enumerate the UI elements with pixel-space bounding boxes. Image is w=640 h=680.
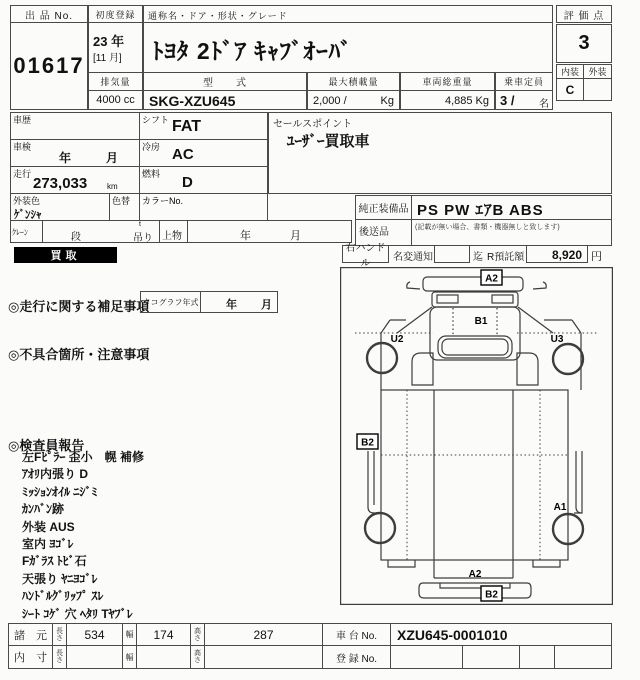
damage-label-right-rear: A1 [553,502,567,513]
capacity-value: 3 / [500,93,515,108]
inner-length-label: 長さ [52,645,67,669]
registration-no-label: 登 録 No. [322,645,391,669]
fuel-label: 燃料 [142,169,161,179]
sales-point-text: ﾕｰｻﾞｰ買取車 [287,133,370,150]
tachograph-year: 年 [226,299,237,311]
inspector-item: 室内 ﾖｺﾞﾚ [22,537,74,552]
mileage-value: 273,033 [33,175,88,192]
inspector-item: 天張り ﾔﾆﾖｺﾞﾚ [22,571,98,586]
interior-grade-value: C [556,78,584,101]
body-year-label: 年 [240,230,251,242]
body-month-label: 月 [290,230,301,242]
shift-value: FAT [172,118,202,135]
gross-weight-header: 車両総重量 [400,72,495,91]
damage-label-right-front: U3 [550,334,564,345]
name-change-label: 名変通知 [393,252,433,263]
body-type-label: 上物 [162,231,182,242]
color-no-label: カラーNo. [142,196,184,206]
inspector-item: ｼｰﾄ ｺｹﾞ 穴 ﾍﾀﾘ Tﾔﾌﾞﾚ [22,606,133,621]
exterior-color-label: 外装色 [13,196,41,206]
vehicle-name-header: 通称名・ドア・形状・グレード [143,5,553,23]
inspector-item: ｶﾝﾊﾞﾝ跡 [22,502,65,517]
inner-width-value [136,645,191,669]
model-code-header: 型 式 [143,72,307,91]
crane-ton-label: t [139,221,141,228]
inspector-item: ｱｵﾘ内張り D [22,467,89,482]
chassis-no-value: XZU645-0001010 [397,627,508,643]
tachograph-month: 月 [261,299,272,311]
displacement-value: 4000 cc [88,90,143,110]
deposit-value: 8,920 [551,248,582,262]
inner-height-label: 高さ [190,645,205,669]
registration-extra-cell [462,645,520,669]
inspector-item: 左Fﾋﾟﾗｰ 歪小 幌 補修 [22,450,144,464]
inspector-item: ﾊﾝﾄﾞﾙｸﾞﾘｯﾌﾟ ｽﾚ [22,589,104,604]
exterior-color-value: ｹﾞﾝｼｬ [14,209,42,221]
inspector-report-heading: ◎検査員報告 [8,438,85,453]
mileage-unit: km [107,182,118,191]
yen-label: 円 [591,251,602,263]
inspection-label: 車検 [13,142,32,152]
height-value: 287 [204,623,323,646]
crane-stages-label: 段 [71,232,81,243]
air-conditioner-label: 冷房 [142,142,161,152]
name-change-deadline-box [434,245,470,263]
factory-equipment-label: 純正装備品 [355,195,412,220]
lot-no-value: 01617 [10,22,88,110]
damage-label-left-side: B2 [361,437,374,449]
inspector-item: Fｶﾞﾗｽ ﾄﾋﾞ石 [22,554,87,569]
inspector-item: ﾐｯｼｮﾝｵｲﾙ ﾆｼﾞﾐ [22,484,98,499]
inspection-year: 年 [59,151,72,165]
air-conditioner-value: AC [172,146,194,163]
inspector-item: 外装 AUS [22,519,75,534]
right-handle-badge: 右ハンドル [342,245,389,263]
displacement-header: 排気量 [88,72,143,91]
first-registration-month: [11 月] [93,53,122,64]
grade-header: 評 価 点 [556,5,612,23]
max-load-unit: Kg [380,95,394,107]
inner-length-value [66,645,123,669]
damage-label-left-front: U2 [390,334,404,345]
capacity-unit: 名 [539,99,549,110]
damage-label-front-bumper: A2 [485,273,498,285]
first-registration-header: 初度登録 [88,5,143,23]
width-label: 幅 [122,623,137,646]
capacity-header: 乗車定員 [495,72,553,91]
inner-width-label: 幅 [122,645,137,669]
grade-value: 3 [556,24,612,63]
inner-height-value [204,645,323,669]
fuel-value: D [182,174,193,191]
damage-diagram [340,267,613,605]
until-label: 迄 [473,252,483,263]
purchase-badge: 買取 [14,247,117,263]
factory-equipment-value: PS PW ｴｱB ABS [417,202,544,219]
lot-no-header: 出 品 No. [10,5,88,23]
registration-extra-cell [519,645,555,669]
history-label: 車歴 [13,115,32,125]
length-label: 長さ [52,623,67,646]
first-registration-year: 23 年 [93,34,125,49]
exterior-grade-value [583,78,612,101]
color-change-label: 色替 [112,196,131,206]
width-value: 174 [136,623,191,646]
shift-label: シフト [142,115,170,125]
model-code-value: SKG-XZU645 [149,93,236,109]
exterior-grade-header: 外装 [583,64,612,79]
max-load-value: 2,000 / [313,95,347,107]
gross-weight-value: 4,885 Kg [444,95,489,107]
inner-dim-row-label: 内 寸 [8,645,53,669]
damage-label-rear-bumper: B2 [485,589,498,601]
tachograph-year-label: タコグラフ年式 [140,291,201,313]
max-load-header: 最大積載量 [307,72,400,91]
registration-no-value [390,645,463,669]
crane-label: ｸﾚｰﾝ [12,228,28,237]
damage-label-cab: B1 [474,316,488,327]
sales-point-label: セールスポイント [273,119,353,130]
inspection-month: 月 [106,151,119,165]
damage-label-rear: A2 [468,569,482,580]
vehicle-name: ﾄﾖﾀ 2ﾄﾞｱ ｷｬﾌﾞｵｰﾊﾞ [152,38,353,64]
registration-extra-cell [554,645,612,669]
crane-lift-label: 吊り [133,233,153,244]
length-value: 534 [66,623,123,646]
interior-grade-header: 内装 [556,64,584,79]
spec-row-label: 諸 元 [8,623,53,646]
later-items-note: (記載が無い場合、書類・機器無しと致します) [415,224,560,231]
height-label: 高さ [190,623,205,646]
mileage-label: 走行 [13,169,32,179]
defects-heading: ◎不具合箇所・注意事項 [8,347,150,362]
later-items-label: 後送品 [359,227,389,238]
mileage-note-heading: ◎走行に関する補足事項 [8,299,150,314]
deposit-label: R預託額 [487,252,525,263]
chassis-no-label: 車 台 No. [322,623,391,646]
